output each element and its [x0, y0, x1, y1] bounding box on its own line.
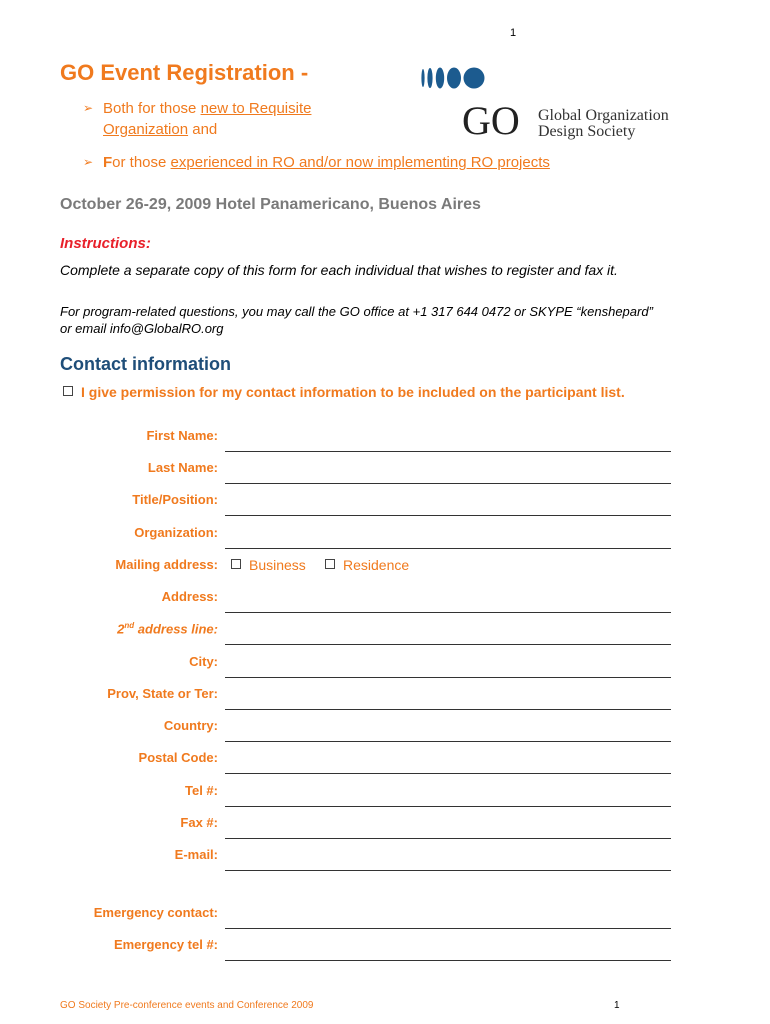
postal-code-field[interactable]	[225, 773, 671, 774]
city-label: City:	[189, 654, 218, 669]
mailing-residence-option	[325, 557, 409, 573]
email-label: E-mail:	[174, 847, 218, 862]
address-field[interactable]	[225, 612, 671, 613]
permission-checkbox[interactable]	[63, 386, 73, 396]
permission-label: I give permission for my contact information to be included on the participant list.	[81, 384, 625, 400]
country-field[interactable]	[225, 741, 671, 742]
bullet-2-first-letter: F	[103, 154, 113, 171]
residence-checkbox[interactable]	[325, 559, 335, 569]
prov-state-label: Prov, State or Ter:	[107, 686, 218, 701]
go-society-logo	[418, 60, 688, 150]
page-title: GO Event Registration -	[60, 60, 309, 85]
email-field[interactable]	[225, 870, 671, 871]
fax-field[interactable]	[225, 838, 671, 839]
tel-label: Tel #:	[185, 783, 218, 798]
instructions-line-2: For program-related questions, you may call the GO office at +1 317 644 0472 or SKYPE “kenshepard” or email info@GlobalRO.org	[60, 304, 653, 336]
mailing-address-label: Mailing address:	[115, 557, 218, 572]
prov-state-field[interactable]	[225, 709, 671, 710]
new-to-ro-link[interactable]: new to Requisite Organization	[103, 100, 312, 138]
footer-page-number: 1	[614, 1000, 620, 1011]
residence-label: Residence	[343, 557, 410, 573]
permission-checkbox-row	[63, 384, 625, 400]
first-name-field[interactable]	[225, 451, 671, 452]
address-label: Address:	[161, 589, 218, 604]
postal-code-label: Postal Code:	[138, 750, 218, 765]
bullet-experienced-ro	[83, 152, 643, 173]
instructions-heading: Instructions:	[60, 235, 151, 252]
logo-line-1: Global Organization	[538, 107, 669, 124]
emergency-tel-label: Emergency tel #:	[113, 937, 218, 952]
mailing-business-option	[231, 557, 306, 573]
title-position-field[interactable]	[225, 515, 671, 516]
first-name-label: First Name:	[146, 428, 218, 443]
instructions-line-1: Complete a separate copy of this form for each individual that wishes to register and fax it.	[60, 262, 618, 278]
bullet-new-to-ro	[83, 98, 383, 140]
bullet-1-prefix: Both for those	[103, 100, 201, 117]
fax-label: Fax #:	[180, 815, 218, 830]
emergency-tel-field[interactable]	[225, 960, 671, 961]
event-date-location: October 26-29, 2009 Hotel Panamericano, Buenos Aires	[60, 196, 481, 213]
logo-mark: GO	[462, 98, 520, 143]
experienced-ro-link[interactable]: experienced in RO and/or now implementing RO projects	[170, 154, 550, 171]
last-name-label: Last Name:	[147, 460, 218, 475]
organization-field[interactable]	[225, 548, 671, 549]
arrow-bullet-icon: ➢	[83, 155, 94, 169]
emergency-contact-label: Emergency contact:	[93, 905, 218, 920]
bullet-1-suffix: and	[188, 121, 218, 138]
country-label: Country:	[163, 718, 218, 733]
last-name-field[interactable]	[225, 483, 671, 484]
address-line-2-label: 2nd address line:	[117, 621, 218, 637]
page-number-top: 1	[510, 27, 517, 39]
business-checkbox[interactable]	[231, 559, 241, 569]
bullet-2-prefix: or those	[112, 154, 171, 171]
emergency-contact-field[interactable]	[225, 928, 671, 929]
title-position-label: Title/Position:	[132, 492, 218, 507]
arrow-bullet-icon: ➢	[83, 101, 94, 115]
address-line-2-field[interactable]	[225, 644, 671, 645]
footer-text: GO Society Pre-conference events and Conference 2009	[60, 1000, 314, 1011]
tel-field[interactable]	[225, 806, 671, 807]
business-label: Business	[249, 557, 306, 573]
logo-line-2: Design Society	[538, 123, 636, 140]
city-field[interactable]	[225, 677, 671, 678]
contact-heading: Contact information	[60, 354, 231, 374]
organization-label: Organization:	[134, 525, 218, 540]
